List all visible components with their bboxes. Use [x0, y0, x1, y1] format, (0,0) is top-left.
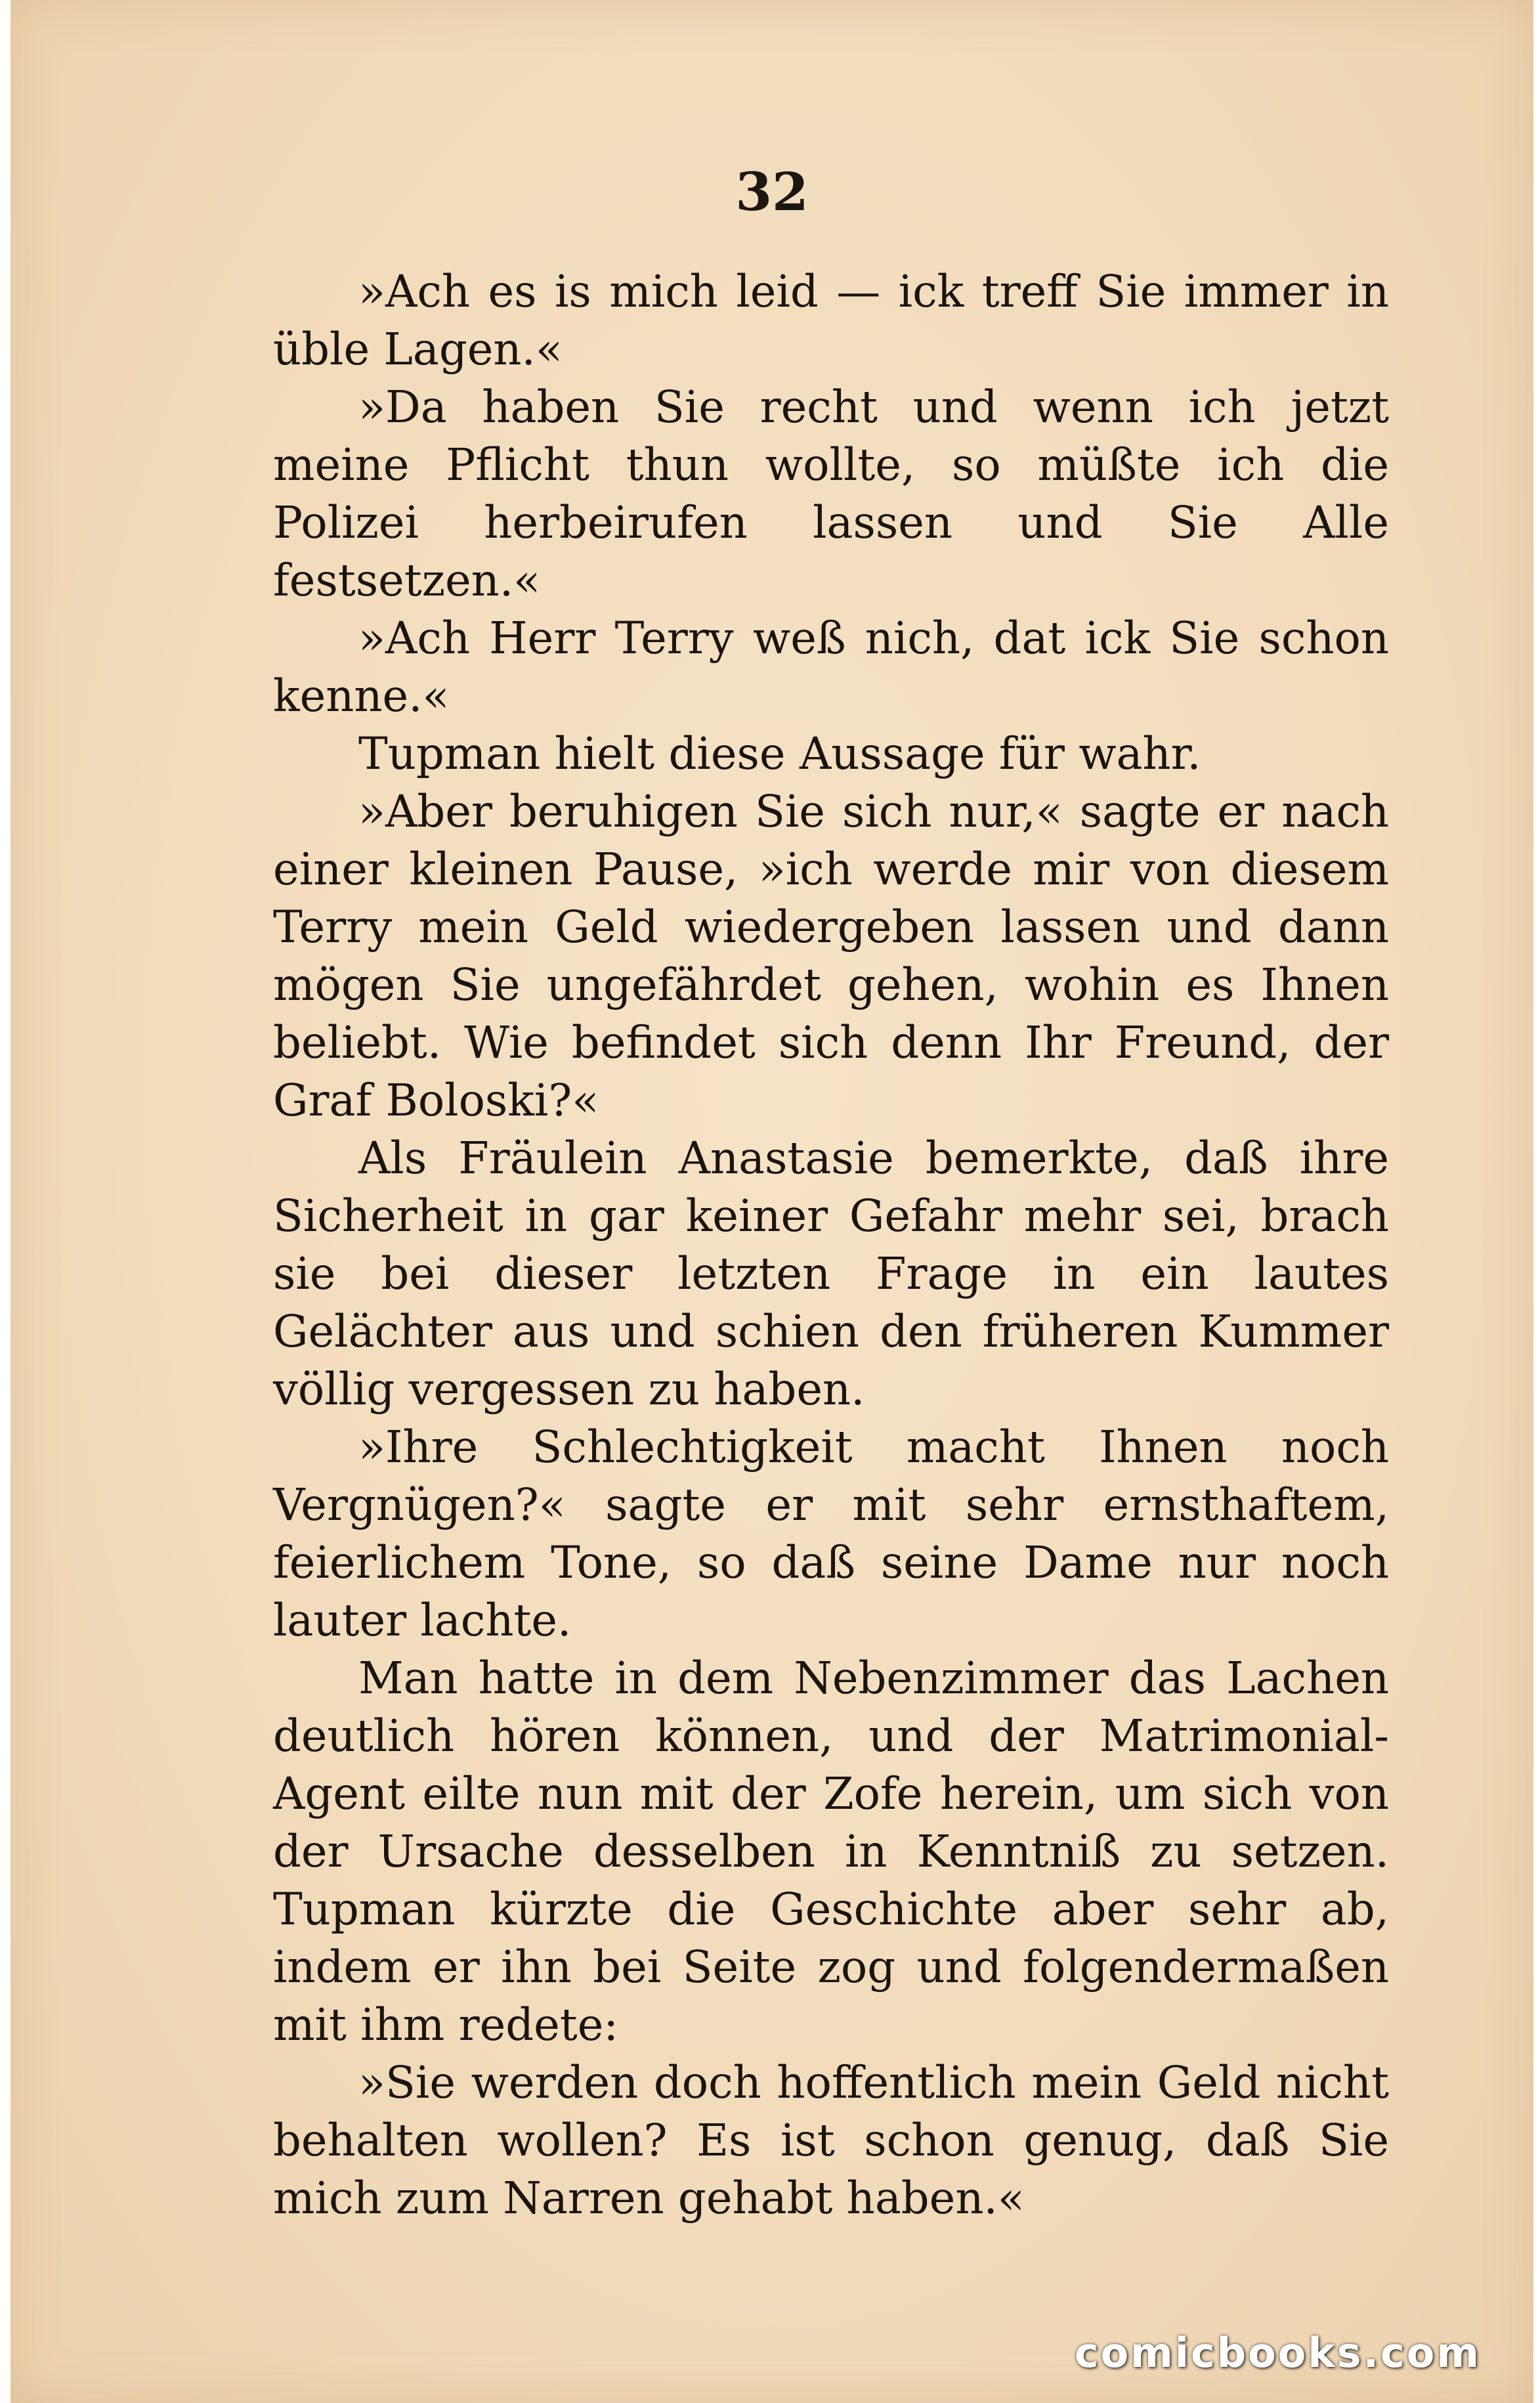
paragraph: »Ach Herr Terry weß nich, dat ick Sie schon kenne.« — [273, 613, 1389, 722]
page-number: 32 — [735, 161, 809, 223]
paragraph: Man hatte in dem Nebenzimmer das Lachen deutlich hören können, und der Matrimonial-Agent eilte nun mit der Zofe herein, um sich von der Ursache desselben in Kenntniß zu setzen. Tupman kürzte die Geschichte aber sehr ab, indem er ihn bei Seite zog und folgendermaßen mit ihm redete: — [273, 1653, 1389, 2050]
paragraph: Als Fräulein Anastasie bemerkte, daß ihre Sicherheit in gar keiner Gefahr mehr sei, brach sie bei dieser letzten Frage in ein lautes Gelächter aus und schien den früheren Kummer völlig vergessen zu haben. — [273, 1133, 1389, 1415]
paragraph: »Aber beruhigen Sie sich nur,« sagte er nach einer kleinen Pause, »ich werde mir von diesem Terry mein Geld wiedergeben lassen und dann mögen Sie ungefährdet gehen, wohin es Ihnen beliebt. Wie befindet sich denn Ihr Freund, der Graf Boloski?« — [273, 786, 1389, 1126]
paragraph: »Da haben Sie recht und wenn ich jetzt meine Pflicht thun wollte, so müßte ich die Polizei herbeirufen lassen und Sie Alle festsetzen.« — [273, 381, 1389, 606]
paragraph: »Sie werden doch hoffentlich mein Geld nicht behalten wollen? Es ist schon genug, daß Sie mich zum Narren gehabt haben.« — [273, 2057, 1389, 2224]
paragraph: Tupman hielt diese Aussage für wahr. — [358, 728, 1201, 779]
body-text — [273, 263, 1389, 2227]
watermark: comicbooks.com — [1074, 2329, 1481, 2377]
paragraph: »Ihre Schlechtigkeit macht Ihnen noch Vergnügen?« sagte er mit sehr ernsthaftem, feierlichem Tone, so daß seine Dame nur noch lauter lachte. — [273, 1421, 1389, 1646]
paragraph: »Ach es is mich leid — ick treff Sie immer in üble Lagen.« — [273, 266, 1389, 375]
book-page — [11, 0, 1533, 2403]
